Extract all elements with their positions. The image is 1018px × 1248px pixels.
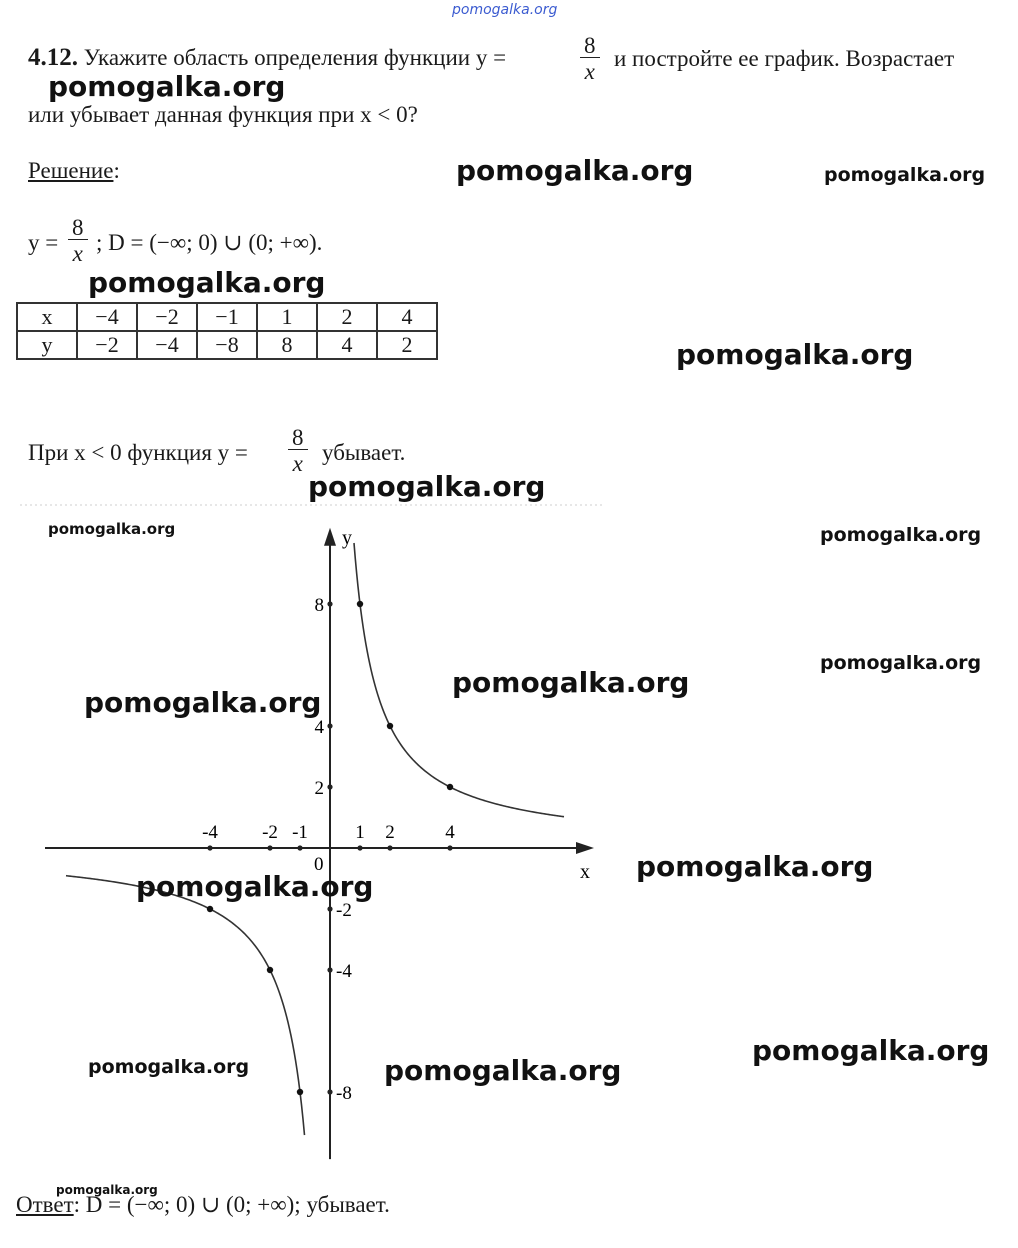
watermark-2: pomogalka.org <box>456 154 694 187</box>
table-cell: 2 <box>317 303 377 331</box>
answer-label: Ответ <box>16 1192 74 1217</box>
table-cell: 4 <box>317 331 377 359</box>
y-axis-arrow <box>324 528 336 546</box>
table-cell: 1 <box>257 303 317 331</box>
equation-fraction-numerator: 8 <box>68 216 88 240</box>
problem-fraction-numerator: 8 <box>580 34 600 58</box>
problem-number: 4.12. <box>28 44 78 71</box>
x-tick-mark <box>447 845 452 850</box>
hyperbola-branch-negative <box>66 876 305 1135</box>
x-tick-mark <box>297 845 302 850</box>
x-tick-mark <box>207 845 212 850</box>
y-tick-label: -8 <box>336 1083 352 1104</box>
watermark-4: pomogalka.org <box>88 266 326 299</box>
y-tick-mark <box>327 1089 332 1094</box>
answer-text: : D = (−∞; 0) ∪ (0; +∞); убывает. <box>73 1192 390 1217</box>
data-point <box>207 906 213 912</box>
watermark-12: pomogalka.org <box>636 850 874 883</box>
watermark-1: pomogalka.org <box>48 70 286 103</box>
statement-before: При x < 0 функция y = <box>28 440 248 465</box>
watermark-10: pomogalka.org <box>452 666 690 699</box>
problem-fraction-denominator: x <box>584 59 595 84</box>
watermark-5: pomogalka.org <box>676 338 914 371</box>
y-tick-mark <box>327 601 332 606</box>
table-cell: −2 <box>77 331 137 359</box>
table-cell: −2 <box>137 303 197 331</box>
statement-fraction-denominator: x <box>292 451 303 476</box>
table-cell: 8 <box>257 331 317 359</box>
y-tick-mark <box>327 967 332 972</box>
watermark-9: pomogalka.org <box>820 652 982 674</box>
y-tick-label: -4 <box>336 961 352 982</box>
y-tick-label: 4 <box>314 717 324 738</box>
y-tick-mark <box>327 784 332 789</box>
data-point <box>297 1089 303 1095</box>
watermark-7: pomogalka.org <box>48 520 176 538</box>
y-tick-label: 2 <box>314 778 324 799</box>
watermark-15: pomogalka.org <box>88 1056 250 1078</box>
data-point <box>357 601 363 607</box>
y-tick-mark <box>327 723 332 728</box>
x-tick-label: 2 <box>385 822 395 843</box>
table-cell: −8 <box>197 331 257 359</box>
solution-heading-label: Решение <box>28 158 114 183</box>
statement-fraction-numerator: 8 <box>288 426 308 450</box>
x-axis-arrow <box>576 842 594 854</box>
domain-text: ; D = (−∞; 0) ∪ (0; +∞). <box>96 230 323 255</box>
watermark-17: pomogalka.org <box>56 1183 158 1197</box>
table-header-x: x <box>17 303 77 331</box>
y-tick-mark <box>327 906 332 911</box>
watermark-14: pomogalka.org <box>752 1034 990 1067</box>
watermark-3: pomogalka.org <box>824 164 986 186</box>
x-tick-label: -1 <box>292 822 308 843</box>
x-tick-mark <box>387 845 392 850</box>
table-cell: −4 <box>137 331 197 359</box>
table-cell: −1 <box>197 303 257 331</box>
table-header-y: y <box>17 331 77 359</box>
watermark-6: pomogalka.org <box>308 470 546 503</box>
problem-text-after: и постройте ее график. Возрастает <box>614 46 955 71</box>
x-tick-label: -2 <box>262 822 278 843</box>
origin-label: 0 <box>314 854 324 875</box>
data-point <box>387 723 393 729</box>
equation-lhs: y = <box>28 230 59 255</box>
solution-heading-colon: : <box>113 158 120 183</box>
statement-after: убывает. <box>322 440 406 465</box>
equation-fraction-denominator: x <box>72 241 83 266</box>
y-tick-label: -2 <box>336 900 352 921</box>
problem-text-before: Укажите область определения функции y = <box>83 45 507 70</box>
x-tick-mark <box>357 845 362 850</box>
x-tick-mark <box>267 845 272 850</box>
table-cell: −4 <box>77 303 137 331</box>
x-tick-label: 4 <box>445 822 455 843</box>
y-tick-label: 8 <box>314 595 324 616</box>
x-axis-label: x <box>580 861 590 883</box>
y-axis-label: y <box>342 526 352 549</box>
table-cell: 4 <box>377 303 437 331</box>
watermark-8: pomogalka.org <box>820 524 982 546</box>
data-point <box>447 784 453 790</box>
watermark-top: pomogalka.org <box>452 2 558 18</box>
problem-line-2: или убывает данная функция при x < 0? <box>28 102 418 127</box>
watermark-16: pomogalka.org <box>384 1054 622 1087</box>
x-tick-label: 1 <box>355 822 365 843</box>
table-cell: 2 <box>377 331 437 359</box>
data-point <box>267 967 273 973</box>
watermark-11: pomogalka.org <box>84 686 322 719</box>
x-tick-label: -4 <box>202 822 218 843</box>
watermark-13: pomogalka.org <box>136 870 374 903</box>
